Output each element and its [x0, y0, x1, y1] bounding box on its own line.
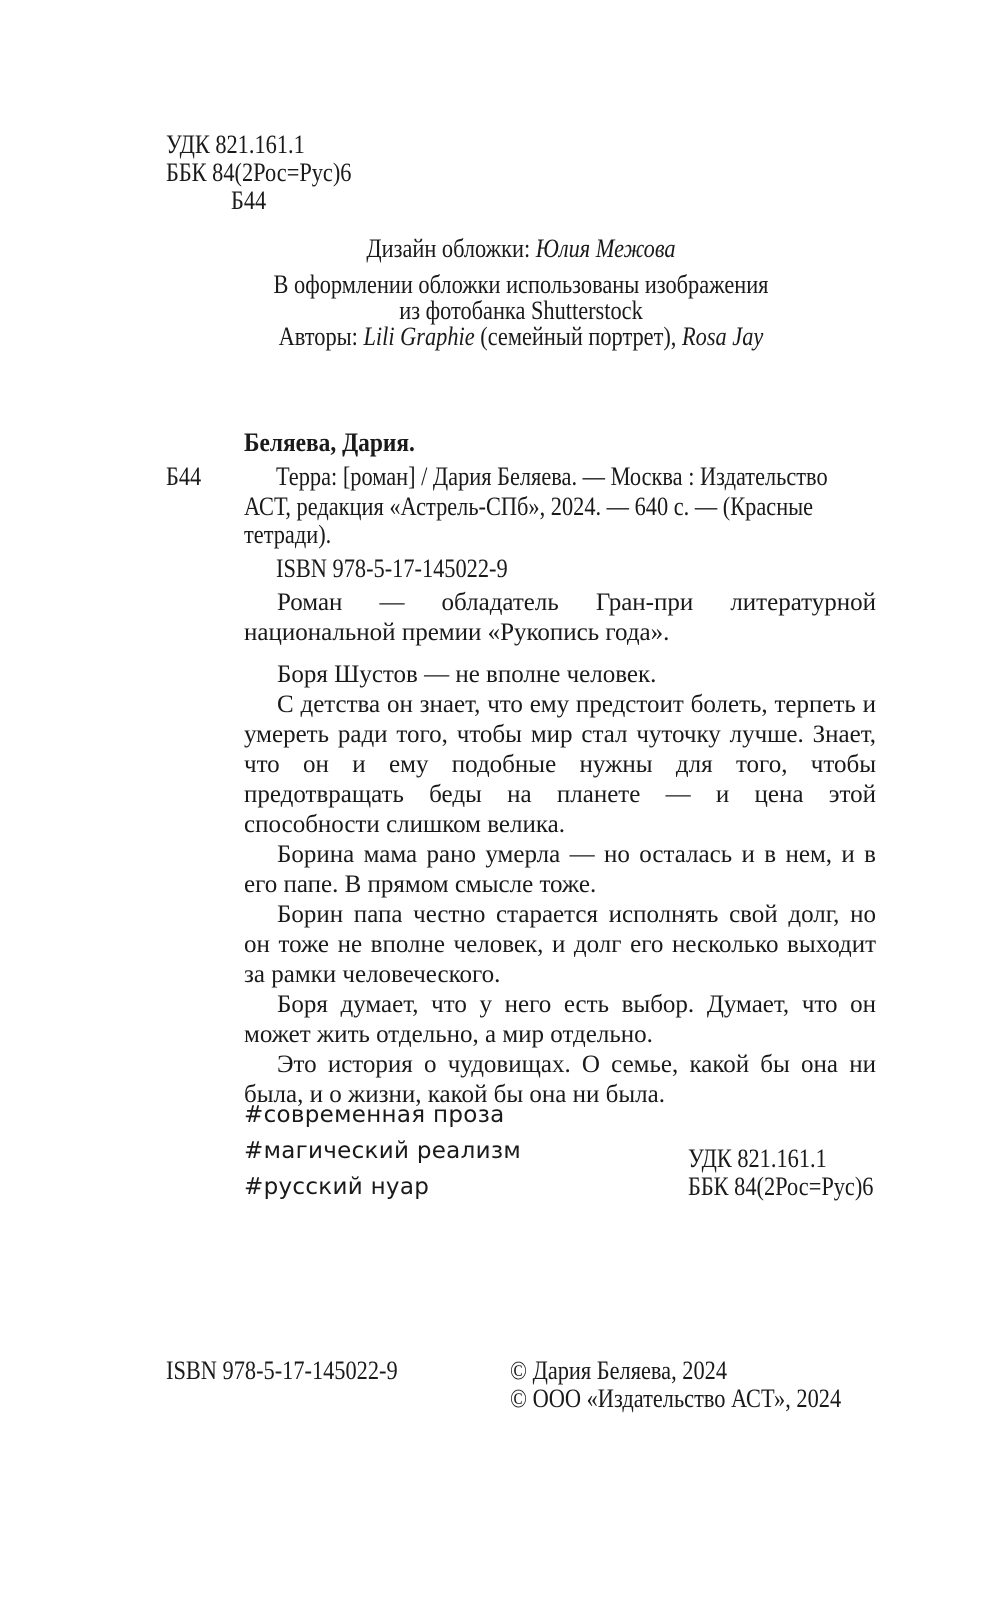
side-author-mark: Б44 — [166, 462, 202, 491]
entry-isbn: ISBN 978-5-17-145022-9 — [276, 554, 508, 583]
photo-author-2: Rosa Jay — [681, 322, 764, 351]
cover-authors-line — [73, 322, 969, 352]
footer-isbn: ISBN 978-5-17-145022-9 — [166, 1356, 398, 1385]
bbk-code: ББК 84(2Рос=Рус)6 — [166, 158, 352, 187]
udk-code: УДК 821.161.1 — [166, 130, 305, 159]
biblio-line-3: тетради). — [244, 520, 332, 549]
annotation-paragraph: Боря думает, что у него есть выбор. Думает, что он может жить отдельно, а мир отдельно. — [244, 991, 876, 1048]
tag-modern-prose: #современная проза — [244, 1102, 505, 1128]
tag-magic-realism: #магический реализм — [244, 1138, 522, 1164]
award-paragraph — [244, 588, 876, 648]
cover-design-label: Дизайн обложки: — [366, 234, 531, 263]
copyright-author: © Дария Беляева, 2024 — [510, 1356, 728, 1385]
authors-label: Авторы: — [278, 322, 358, 351]
bottom-udk-code: УДК 821.161.1 — [688, 1144, 827, 1173]
author-heading: Беляева, Дария. — [244, 428, 415, 457]
annotation-paragraph: Боря Шустов — не вполне человек. — [277, 661, 657, 688]
award-text: Роман — обладатель Гран-при литературной национальной премии «Рукопись года». — [244, 589, 876, 646]
cover-images-line-2: из фотобанка Shutterstock — [399, 296, 643, 325]
photo-author-1: Lili Graphie — [363, 322, 475, 351]
biblio-line-2: АСТ, редакция «Астрель-СПб», 2024. — 640 с. — (Красные — [244, 492, 814, 521]
annotation-paragraph: Борина мама рано умерла — но осталась и в нем, и в его папе. В прямом смысле тоже. — [244, 841, 876, 898]
annotation — [244, 660, 876, 1110]
annotation-paragraph: Борин папа честно старается исполнять свой долг, но он тоже не вполне человек, и долг его несколько выходит за рамки человеческого. — [244, 901, 876, 988]
cover-designer-name: Юлия Межова — [535, 234, 676, 263]
photo-author-1-note: (семейный портрет), — [480, 322, 677, 351]
biblio-line-1: Терра: [роман] / Дария Беляева. — Москва : Издательство — [276, 462, 828, 491]
annotation-paragraph: С детства он знает, что ему предстоит болеть, терпеть и умереть ради того, чтобы мир стал чуточку лучше. Знает, что он и ему подобные нужны для того, чтобы предотвращать беды на планете — и цена этой способности слишком велика. — [244, 691, 876, 838]
bottom-bbk-code: ББК 84(2Рос=Рус)6 — [688, 1172, 874, 1201]
cover-design-credit — [73, 234, 969, 264]
annotation-paragraph: Это история о чудовищах. О семье, какой бы она ни была, и о жизни, какой бы она ни была. — [244, 1051, 876, 1108]
author-mark: Б44 — [231, 186, 267, 215]
copyright-publisher: © ООО «Издательство АСТ», 2024 — [510, 1384, 842, 1413]
tag-russian-noir: #русский нуар — [244, 1174, 430, 1200]
cover-images-line-1: В оформлении обложки использованы изображения — [273, 270, 769, 299]
